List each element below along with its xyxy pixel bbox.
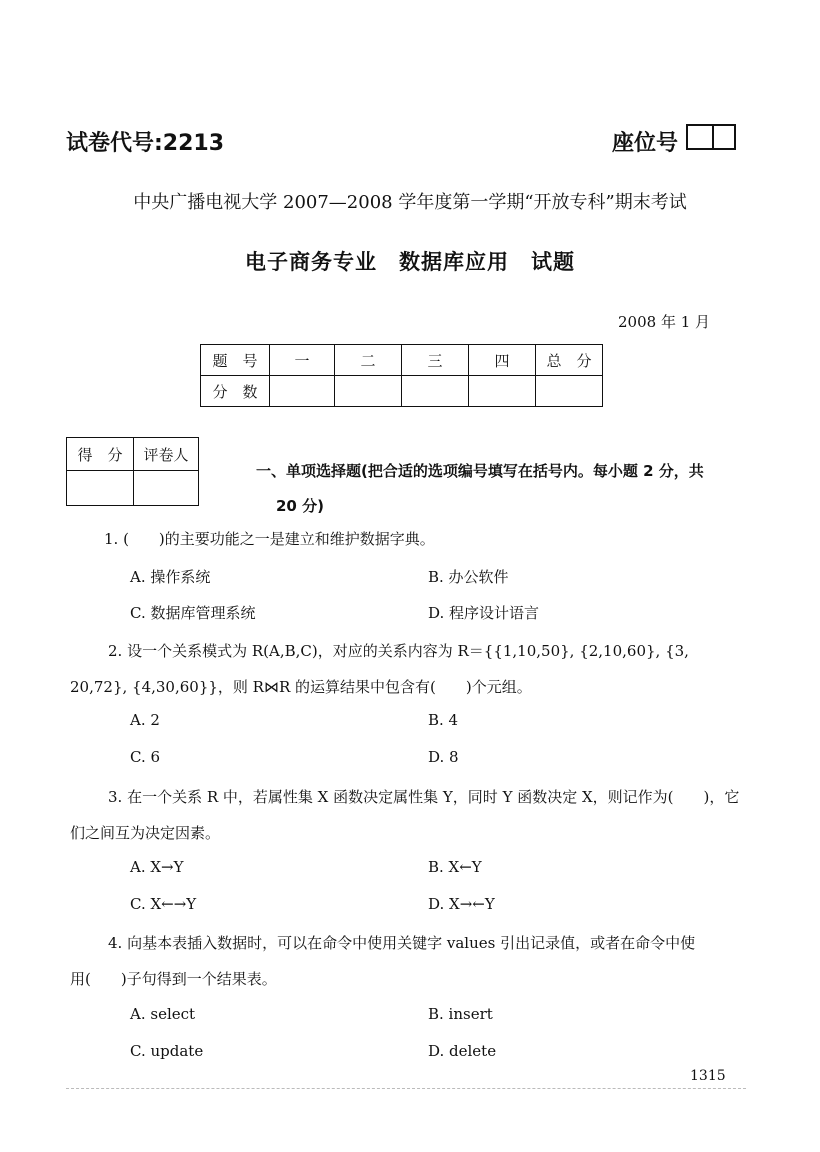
exam-date: 2008 年 1 月 xyxy=(618,313,711,331)
question-1-option-d: D. 程序设计语言 xyxy=(428,604,540,622)
question-3-text: 3. 在一个关系 R 中，若属性集 X 函数决定属性集 Y，同时 Y 函数决定 X，则记作为( )，它 xyxy=(108,788,740,806)
score-table-header-cell: 二 xyxy=(335,345,402,376)
score-table-header-cell: 总 分 xyxy=(536,345,603,376)
seat-number-box[interactable] xyxy=(686,124,736,150)
score-cell[interactable] xyxy=(469,376,536,407)
question-2-option-a: A. 2 xyxy=(130,711,160,729)
question-1-option-c: C. 数据库管理系统 xyxy=(130,604,256,622)
score-table-header-cell: 三 xyxy=(402,345,469,376)
exam-title: 中央广播电视大学 2007—2008 学年度第一学期“开放专科”期末考试 xyxy=(133,192,687,213)
grader-score-cell[interactable] xyxy=(67,471,134,506)
score-table-header-row xyxy=(201,345,603,376)
score-table-header-cell: 四 xyxy=(469,345,536,376)
grader-name-cell[interactable] xyxy=(134,471,199,506)
score-cell[interactable] xyxy=(536,376,603,407)
question-2-option-b: B. 4 xyxy=(428,711,459,729)
question-4-text-continued: 用( )子句得到一个结果表。 xyxy=(70,970,277,988)
page-number: 1315 xyxy=(690,1068,726,1084)
grader-name-label: 评卷人 xyxy=(134,438,199,471)
grader-table xyxy=(66,437,199,506)
grader-score-label: 得 分 xyxy=(67,438,134,471)
question-2-text-continued: 20,72}, {4,30,60}}，则 R⋈R 的运算结果中包含有( )个元组。 xyxy=(70,678,532,696)
footer-divider xyxy=(66,1088,746,1089)
question-4-option-b: B. insert xyxy=(428,1005,493,1023)
paper-code: 试卷代号:2213 xyxy=(66,131,225,156)
question-4-option-d: D. delete xyxy=(428,1042,497,1060)
question-3-option-c: C. X←→Y xyxy=(130,895,197,913)
score-table xyxy=(200,344,603,407)
question-4-option-a: A. select xyxy=(130,1005,196,1023)
question-3-text-continued: 们之间互为决定因素。 xyxy=(70,824,221,842)
seat-number-label: 座位号 xyxy=(612,131,679,156)
question-4-option-c: C. update xyxy=(130,1042,204,1060)
question-2-text: 2. 设一个关系模式为 R(A,B,C)，对应的关系内容为 R＝{{1,10,50}, {2,10,60}, {3, xyxy=(108,642,689,660)
question-3-option-b: B. X←Y xyxy=(428,858,482,876)
question-3-option-a: A. X→Y xyxy=(130,858,184,876)
score-cell[interactable] xyxy=(335,376,402,407)
question-3-option-d: D. X→←Y xyxy=(428,895,495,913)
question-4-text: 4. 向基本表插入数据时，可以在命令中使用关键字 values 引出记录值，或者在命令中使 xyxy=(108,934,696,952)
score-table-score-row xyxy=(201,376,603,407)
score-table-header-cell: 一 xyxy=(270,345,335,376)
score-cell[interactable] xyxy=(402,376,469,407)
section-title-continued: 20 分) xyxy=(276,497,324,515)
question-2-option-c: C. 6 xyxy=(130,748,161,766)
subject-title: 电子商务专业 数据库应用 试题 xyxy=(245,250,575,274)
question-1-option-b: B. 办公软件 xyxy=(428,568,509,586)
question-1-text: 1. ( )的主要功能之一是建立和维护数据字典。 xyxy=(104,530,435,548)
score-row-label: 分 数 xyxy=(201,376,270,407)
score-table-header-cell: 题 号 xyxy=(201,345,270,376)
score-cell[interactable] xyxy=(270,376,335,407)
section-title: 一、单项选择题(把合适的选项编号填写在括号内。每小题 2 分，共 xyxy=(256,462,704,480)
question-2-option-d: D. 8 xyxy=(428,748,459,766)
question-1-option-a: A. 操作系统 xyxy=(130,568,211,586)
